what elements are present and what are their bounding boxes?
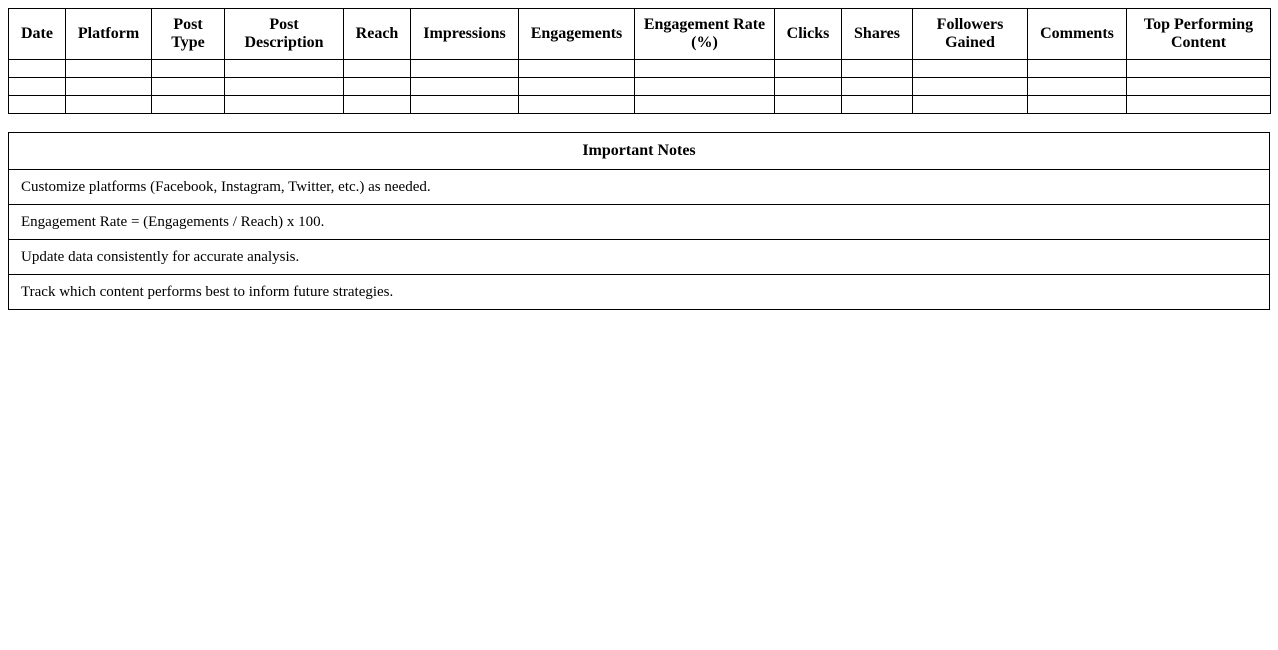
table-cell[interactable] <box>842 96 913 114</box>
header-engagement-rate: Engagement Rate (%) <box>635 9 775 60</box>
table-cell[interactable] <box>1127 96 1271 114</box>
table-cell[interactable] <box>1028 60 1127 78</box>
table-cell[interactable] <box>411 78 519 96</box>
table-cell[interactable] <box>344 78 411 96</box>
table-cell[interactable] <box>66 96 152 114</box>
header-clicks: Clicks <box>775 9 842 60</box>
table-cell[interactable] <box>842 78 913 96</box>
table-cell[interactable] <box>635 60 775 78</box>
table-cell[interactable] <box>519 60 635 78</box>
note-text: Customize platforms (Facebook, Instagram, Twitter, etc.) as needed. <box>9 170 1270 205</box>
table-cell[interactable] <box>1127 78 1271 96</box>
table-cell[interactable] <box>152 96 225 114</box>
header-post-type: Post Type <box>152 9 225 60</box>
list-item <box>9 205 1270 240</box>
tracker-header-row <box>9 9 1271 60</box>
table-cell[interactable] <box>913 60 1028 78</box>
table-cell[interactable] <box>225 78 344 96</box>
table-cell[interactable] <box>225 96 344 114</box>
table-cell[interactable] <box>1127 60 1271 78</box>
header-top-performing-content: Top Performing Content <box>1127 9 1271 60</box>
page <box>0 0 1278 310</box>
table-cell[interactable] <box>635 78 775 96</box>
table-cell[interactable] <box>344 60 411 78</box>
table-cell[interactable] <box>344 96 411 114</box>
table-cell[interactable] <box>775 96 842 114</box>
header-engagements: Engagements <box>519 9 635 60</box>
list-item <box>9 170 1270 205</box>
list-item <box>9 240 1270 275</box>
table-cell[interactable] <box>519 96 635 114</box>
table-cell[interactable] <box>519 78 635 96</box>
table-cell[interactable] <box>66 60 152 78</box>
table-cell[interactable] <box>842 60 913 78</box>
table-cell[interactable] <box>1028 78 1127 96</box>
notes-title: Important Notes <box>9 133 1270 170</box>
table-row <box>9 60 1271 78</box>
table-row <box>9 96 1271 114</box>
table-cell[interactable] <box>152 60 225 78</box>
note-text: Update data consistently for accurate analysis. <box>9 240 1270 275</box>
table-cell[interactable] <box>775 60 842 78</box>
table-cell[interactable] <box>775 78 842 96</box>
table-cell[interactable] <box>225 60 344 78</box>
table-cell[interactable] <box>66 78 152 96</box>
table-cell[interactable] <box>411 60 519 78</box>
note-text: Track which content performs best to inform future strategies. <box>9 275 1270 310</box>
table-cell[interactable] <box>1028 96 1127 114</box>
social-media-tracker-table <box>8 8 1271 114</box>
table-cell[interactable] <box>152 78 225 96</box>
list-item <box>9 275 1270 310</box>
header-date: Date <box>9 9 66 60</box>
table-cell[interactable] <box>411 96 519 114</box>
table-row <box>9 78 1271 96</box>
important-notes-table <box>8 132 1270 310</box>
table-cell[interactable] <box>635 96 775 114</box>
table-cell[interactable] <box>913 96 1028 114</box>
table-cell[interactable] <box>9 60 66 78</box>
header-platform: Platform <box>66 9 152 60</box>
header-followers-gained: Followers Gained <box>913 9 1028 60</box>
header-comments: Comments <box>1028 9 1127 60</box>
header-reach: Reach <box>344 9 411 60</box>
note-text: Engagement Rate = (Engagements / Reach) x 100. <box>9 205 1270 240</box>
table-cell[interactable] <box>9 78 66 96</box>
table-cell[interactable] <box>913 78 1028 96</box>
header-impressions: Impressions <box>411 9 519 60</box>
header-post-description: Post Description <box>225 9 344 60</box>
table-cell[interactable] <box>9 96 66 114</box>
notes-header-row <box>9 133 1270 170</box>
header-shares: Shares <box>842 9 913 60</box>
